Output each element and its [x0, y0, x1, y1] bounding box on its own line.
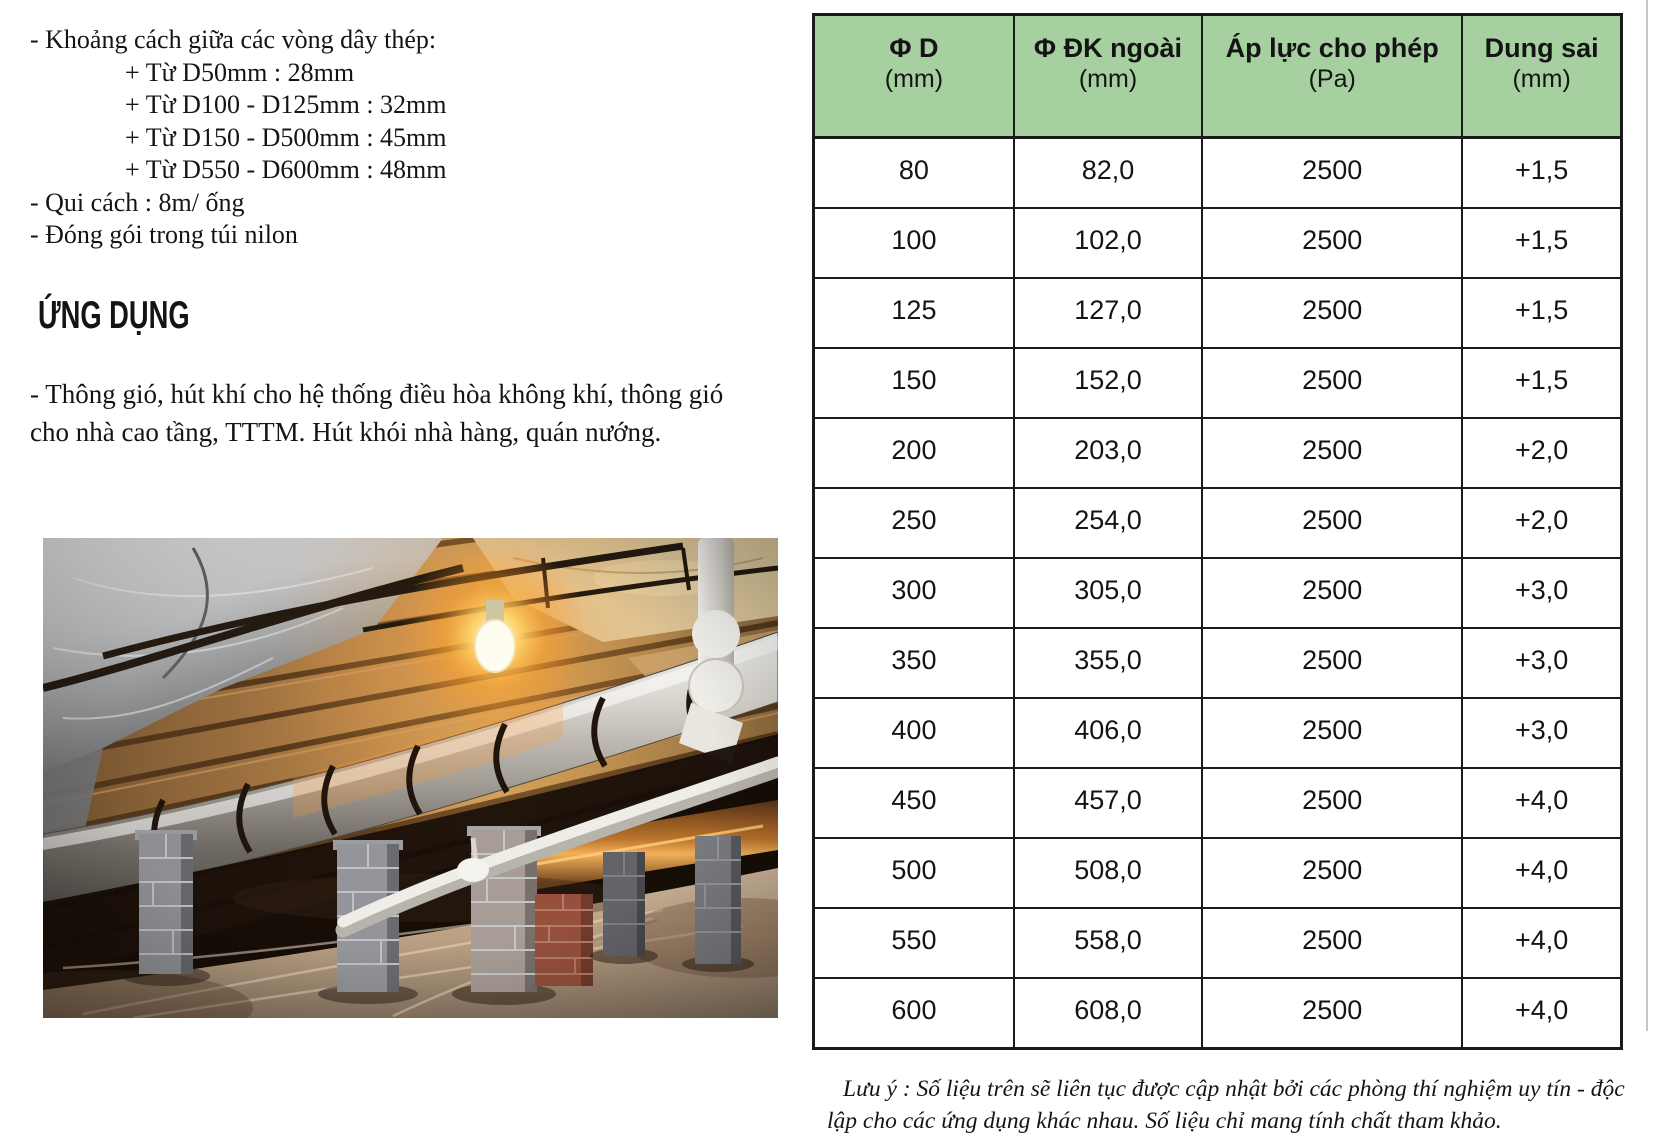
table-row	[814, 138, 1622, 209]
table-row	[814, 418, 1622, 488]
table-row	[814, 978, 1622, 1049]
table-cell: 102,0	[1014, 208, 1202, 278]
spec-list	[0, 0, 780, 252]
table-cell: 2500	[1202, 698, 1462, 768]
table-header-row	[814, 15, 1622, 138]
table-row	[814, 558, 1622, 628]
table-cell: 550	[814, 908, 1014, 978]
table-cell: 450	[814, 768, 1014, 838]
table-cell: 82,0	[1014, 138, 1202, 209]
table-cell: +4,0	[1462, 838, 1621, 908]
disclaimer-note: Lưu ý : Số liệu trên sẽ liên tục được cập nhật bởi các phòng thí nghiệm uy tín - độc lập cho các ứng dụng khác nhau. Số liệu chỉ mang tính chất tham khảo.	[827, 1076, 1625, 1134]
table-cell: +4,0	[1462, 908, 1621, 978]
table-cell: 2500	[1202, 208, 1462, 278]
spec-line: + Từ D550 - D600mm : 48mm	[125, 155, 447, 184]
table-cell: 2500	[1202, 978, 1462, 1049]
column-header: Φ D (mm)	[814, 15, 1014, 138]
column-header: Áp lực cho phép (Pa)	[1202, 15, 1462, 138]
table-cell: 152,0	[1014, 348, 1202, 418]
table-cell: +1,5	[1462, 138, 1621, 209]
table-row	[814, 698, 1622, 768]
crawlspace-photo-illustration	[43, 538, 778, 1018]
table-cell: 558,0	[1014, 908, 1202, 978]
spec-line: + Từ D150 - D500mm : 45mm	[125, 122, 447, 152]
table-cell: 2500	[1202, 278, 1462, 348]
table-cell: 203,0	[1014, 418, 1202, 488]
table-cell: 125	[814, 278, 1014, 348]
page-edge-divider	[1646, 0, 1648, 1031]
table-row	[814, 278, 1622, 348]
table-cell: 400	[814, 698, 1014, 768]
applications-heading: ỨNG DỤNG	[38, 293, 190, 337]
spec-table	[812, 13, 1623, 1050]
column-header: Dung sai (mm)	[1462, 15, 1621, 138]
table-cell: +2,0	[1462, 488, 1621, 558]
table-cell: 355,0	[1014, 628, 1202, 698]
spec-line: - Đóng gói trong túi nilon	[30, 220, 298, 249]
table-cell: +3,0	[1462, 558, 1621, 628]
table-cell: 150	[814, 348, 1014, 418]
table-cell: +1,5	[1462, 348, 1621, 418]
table-cell: 508,0	[1014, 838, 1202, 908]
spec-line: + Từ D50mm : 28mm	[125, 57, 355, 87]
table-cell: 2500	[1202, 418, 1462, 488]
table-row	[814, 768, 1622, 838]
table-cell: 100	[814, 208, 1014, 278]
table-cell: 127,0	[1014, 278, 1202, 348]
table-cell: 406,0	[1014, 698, 1202, 768]
table-cell: +4,0	[1462, 978, 1621, 1049]
table-cell: 608,0	[1014, 978, 1202, 1049]
table-row	[814, 348, 1622, 418]
table-cell: 500	[814, 838, 1014, 908]
table-cell: 350	[814, 628, 1014, 698]
right-column	[812, 13, 1623, 1137]
table-row	[814, 908, 1622, 978]
table-cell: +4,0	[1462, 768, 1621, 838]
table-cell: 2500	[1202, 488, 1462, 558]
column-header: Φ ĐK ngoài (mm)	[1014, 15, 1202, 138]
spec-line: - Khoảng cách giữa các vòng dây thép:	[30, 25, 437, 54]
table-row	[814, 628, 1622, 698]
table-cell: 254,0	[1014, 488, 1202, 558]
table-cell: 2500	[1202, 348, 1462, 418]
table-cell: 300	[814, 558, 1014, 628]
table-cell: 2500	[1202, 138, 1462, 209]
table-cell: 2500	[1202, 838, 1462, 908]
table-row	[814, 488, 1622, 558]
table-cell: 600	[814, 978, 1014, 1049]
table-cell: +3,0	[1462, 698, 1621, 768]
table-cell: 457,0	[1014, 768, 1202, 838]
spec-line: + Từ D100 - D125mm : 32mm	[125, 90, 447, 119]
table-cell: +2,0	[1462, 418, 1621, 488]
table-cell: +3,0	[1462, 628, 1621, 698]
table-cell: 80	[814, 138, 1014, 209]
table-cell: 2500	[1202, 908, 1462, 978]
table-cell: +1,5	[1462, 278, 1621, 348]
table-body	[814, 138, 1622, 1049]
table-cell: 250	[814, 488, 1014, 558]
table-row	[814, 208, 1622, 278]
left-column	[0, 0, 780, 451]
table-cell: 200	[814, 418, 1014, 488]
table-row	[814, 838, 1622, 908]
table-cell: 2500	[1202, 628, 1462, 698]
applications-text: - Thông gió, hút khí cho hệ thống điều hòa không khí, thông gió cho nhà cao tầng, TTTM. Hút khói nhà hàng, quán nướng.	[30, 378, 724, 447]
table-cell: 2500	[1202, 768, 1462, 838]
crawlspace-photo	[43, 538, 778, 1018]
table-cell: 2500	[1202, 558, 1462, 628]
spec-line: - Qui cách : 8m/ ống	[30, 187, 245, 217]
table-cell: +1,5	[1462, 208, 1621, 278]
table-cell: 305,0	[1014, 558, 1202, 628]
